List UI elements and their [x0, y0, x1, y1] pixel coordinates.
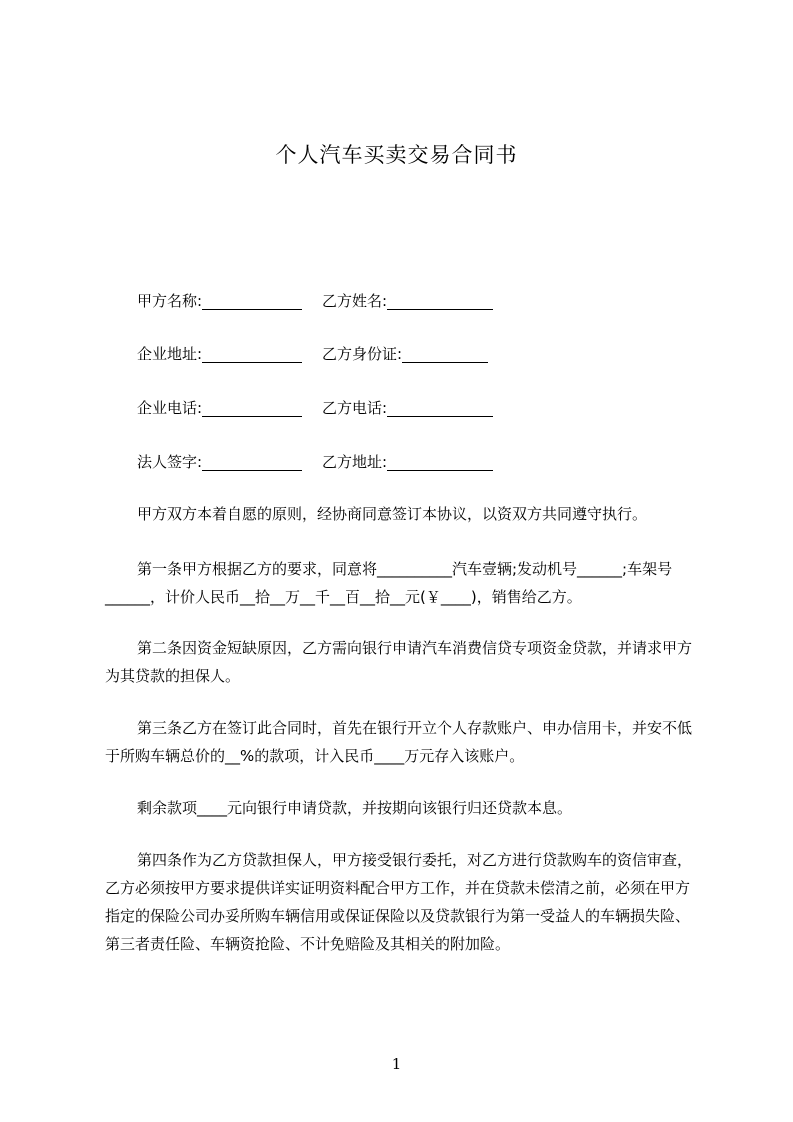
party-b-phone-label: 乙方电话: [322, 399, 388, 417]
legal-signature-blank [202, 450, 302, 471]
field-row-phones [137, 396, 697, 420]
paragraph-article-4: 第四条作为乙方贷款担保人，甲方接受银行委托，对乙方进行贷款购车的资信审查，乙方必须按甲方要求提供详实证明资料配合甲方工作，并在贷款未偿清之前，必须在甲方指定的保险公司办妥所购车辆信用或保证保险以及贷款银行为第一受益人的车辆损失险、第三者责任险、车辆资抢险、不计免赔险及其相关的附加险。 [105, 851, 693, 953]
document-title: 个人汽车买卖交易合同书 [275, 143, 518, 167]
party-b-phone-field [322, 396, 493, 420]
legal-signature-label: 法人签字: [137, 453, 203, 471]
legal-signature-field [137, 450, 302, 474]
party-b-name-label: 乙方姓名: [322, 292, 388, 310]
party-a-name-field [137, 289, 302, 313]
field-row-signature-address [137, 450, 697, 474]
field-row-address-id [137, 342, 697, 366]
paragraph-intro: 甲方双方本着自愿的原则，经协商同意签订本协议，以资双方共同遵守执行。 [137, 505, 648, 523]
paragraph-article-2: 第二条因资金短缺原因，乙方需向银行申请汽车消费信贷专项资金贷款，并请求甲方为其贷款的担保人。 [105, 639, 693, 685]
party-b-phone-blank [387, 396, 493, 417]
company-phone-label: 企业电话: [137, 399, 203, 417]
paragraph-article-3: 第三条乙方在签订此合同时，首先在银行开立个人存款账户、申办信用卡，并安不低于所购车辆总价的__%的款项，计入民币____万元存入该账户。 [105, 719, 693, 765]
page-number: 1 [391, 1055, 402, 1073]
party-b-address-field [322, 450, 493, 474]
company-address-label: 企业地址: [137, 345, 203, 363]
company-phone-blank [202, 396, 302, 417]
party-b-address-blank [387, 450, 493, 471]
company-address-field [137, 342, 302, 366]
party-b-id-label: 乙方身份证: [322, 345, 403, 363]
party-a-name-label: 甲方名称: [137, 292, 203, 310]
party-a-name-blank [202, 289, 302, 310]
paragraph-remaining: 剩余款项____元向银行申请贷款，并按期向该银行归还贷款本息。 [137, 799, 573, 817]
company-phone-field [137, 396, 302, 420]
party-b-id-blank [402, 342, 488, 363]
party-b-name-blank [387, 289, 493, 310]
party-b-address-label: 乙方地址: [322, 453, 388, 471]
party-b-id-field [322, 342, 488, 366]
paragraph-article-1: 第一条甲方根据乙方的要求，同意将__________汽车壹辆;发动机号______;车架号______，计价人民币__拾__万__千__百__拾__元(￥____)，销售给乙方。 [105, 560, 673, 606]
party-b-name-field [322, 289, 493, 313]
field-row-names [137, 289, 697, 313]
company-address-blank [202, 342, 302, 363]
